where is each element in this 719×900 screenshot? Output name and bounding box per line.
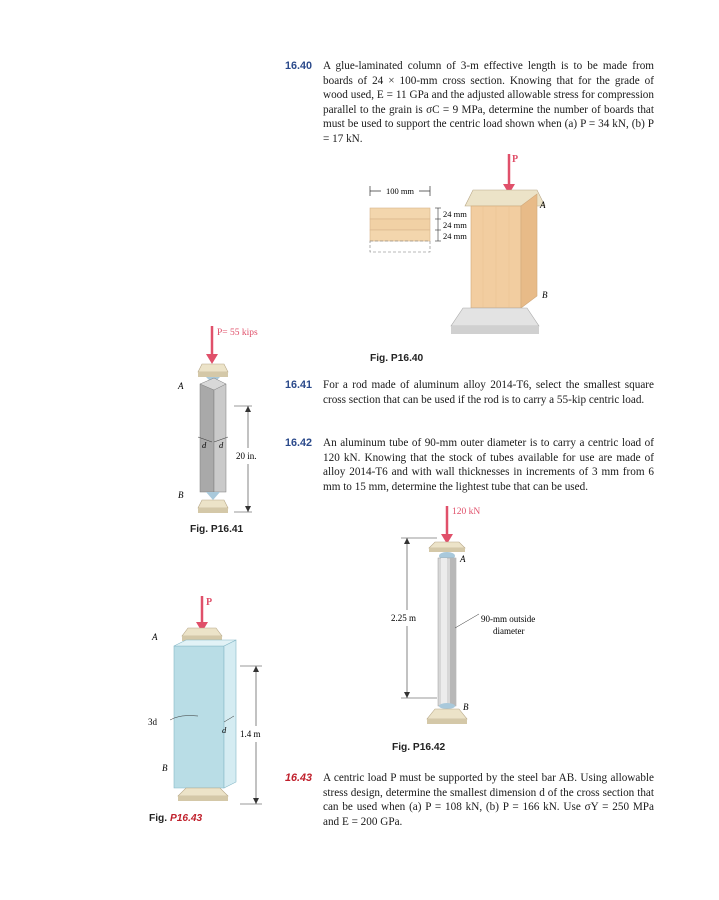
problem-16-40 (286, 59, 654, 146)
length-label: 20 in. (236, 451, 257, 461)
point-a: A (152, 632, 158, 642)
figure-caption: Fig. P16.40 (370, 353, 424, 364)
length-label: 1.4 m (240, 729, 261, 739)
figure-p16-40 (355, 148, 575, 340)
problem-16-43 (286, 771, 654, 829)
figure-p16-41 (170, 322, 280, 518)
figure-p16-43 (140, 592, 275, 812)
point-b: B (463, 702, 469, 712)
load-label: 120 kN (452, 507, 481, 517)
width-label: 3d (148, 717, 157, 727)
board-dim-3: 24 mm (443, 231, 467, 241)
diameter-label-2: diameter (493, 626, 525, 636)
problem-text: A glue-laminated column of 3-m effective length is to be made from boards of 24 × 100-mm cross section. Knowing that for the grade of wood used, E = 11 GPa and the adjusted allowable stress for compression parallel to the grain is σC = 9 MPa, determine the number of boards that must be used to support the centric load shown when (a) P = 34 kN, (b) P = 17 kN. (323, 60, 654, 145)
point-b: B (178, 490, 184, 500)
problem-text: A centric load P must be supported by the steel bar AB. Using allowable stress design, determine the smallest dimension d of the cross section that can be used when (a) P = 108 kN, (b) P = 166 kN. Use σY = 250 MPa and E = 200 GPa. (323, 772, 654, 828)
length-label: 2.25 m (391, 613, 417, 623)
figure-caption: Fig. P16.41 (190, 524, 244, 535)
figure-caption (149, 813, 202, 824)
point-a: A (178, 381, 184, 391)
side-label-1: d (202, 440, 207, 450)
problem-number: 16.40 (285, 60, 313, 72)
board-dim-2: 24 mm (443, 220, 467, 230)
problem-text: An aluminum tube of 90-mm outer diameter is to carry a centric load of 120 kN. Knowing that the stock of tubes available for use are made of alloy 2014-T6 and with wall thicknesses in increments of 3 mm from 6 mm to 15 mm, determine the lightest tube that can be used. (323, 437, 654, 493)
point-b: B (162, 763, 168, 773)
depth-label: d (222, 725, 227, 735)
load-label: P= 55 kips (217, 328, 258, 338)
problem-16-42 (286, 436, 654, 494)
width-dim: 100 mm (385, 186, 415, 196)
problem-16-41 (286, 378, 654, 407)
point-b: B (542, 290, 548, 300)
figure-caption: Fig. P16.42 (392, 742, 446, 753)
load-label: P (206, 597, 213, 608)
figure-p16-42 (385, 500, 575, 735)
caption-prefix: Fig. (149, 813, 170, 824)
board-dim-1: 24 mm (443, 209, 467, 219)
load-label: P (512, 154, 519, 165)
problem-text: For a rod made of aluminum alloy 2014-T6, select the smallest square cross section that can be used if the rod is to carry a 55-kip centric load. (323, 379, 654, 406)
problem-number: 16.43 (285, 772, 313, 784)
point-a: A (540, 200, 546, 210)
problem-number: 16.41 (285, 379, 313, 391)
point-a: A (460, 554, 466, 564)
problem-number: 16.42 (285, 437, 313, 449)
diameter-label-1: 90-mm outside (481, 614, 536, 624)
side-label-2: d (219, 440, 224, 450)
caption-number: P16.43 (169, 813, 203, 824)
